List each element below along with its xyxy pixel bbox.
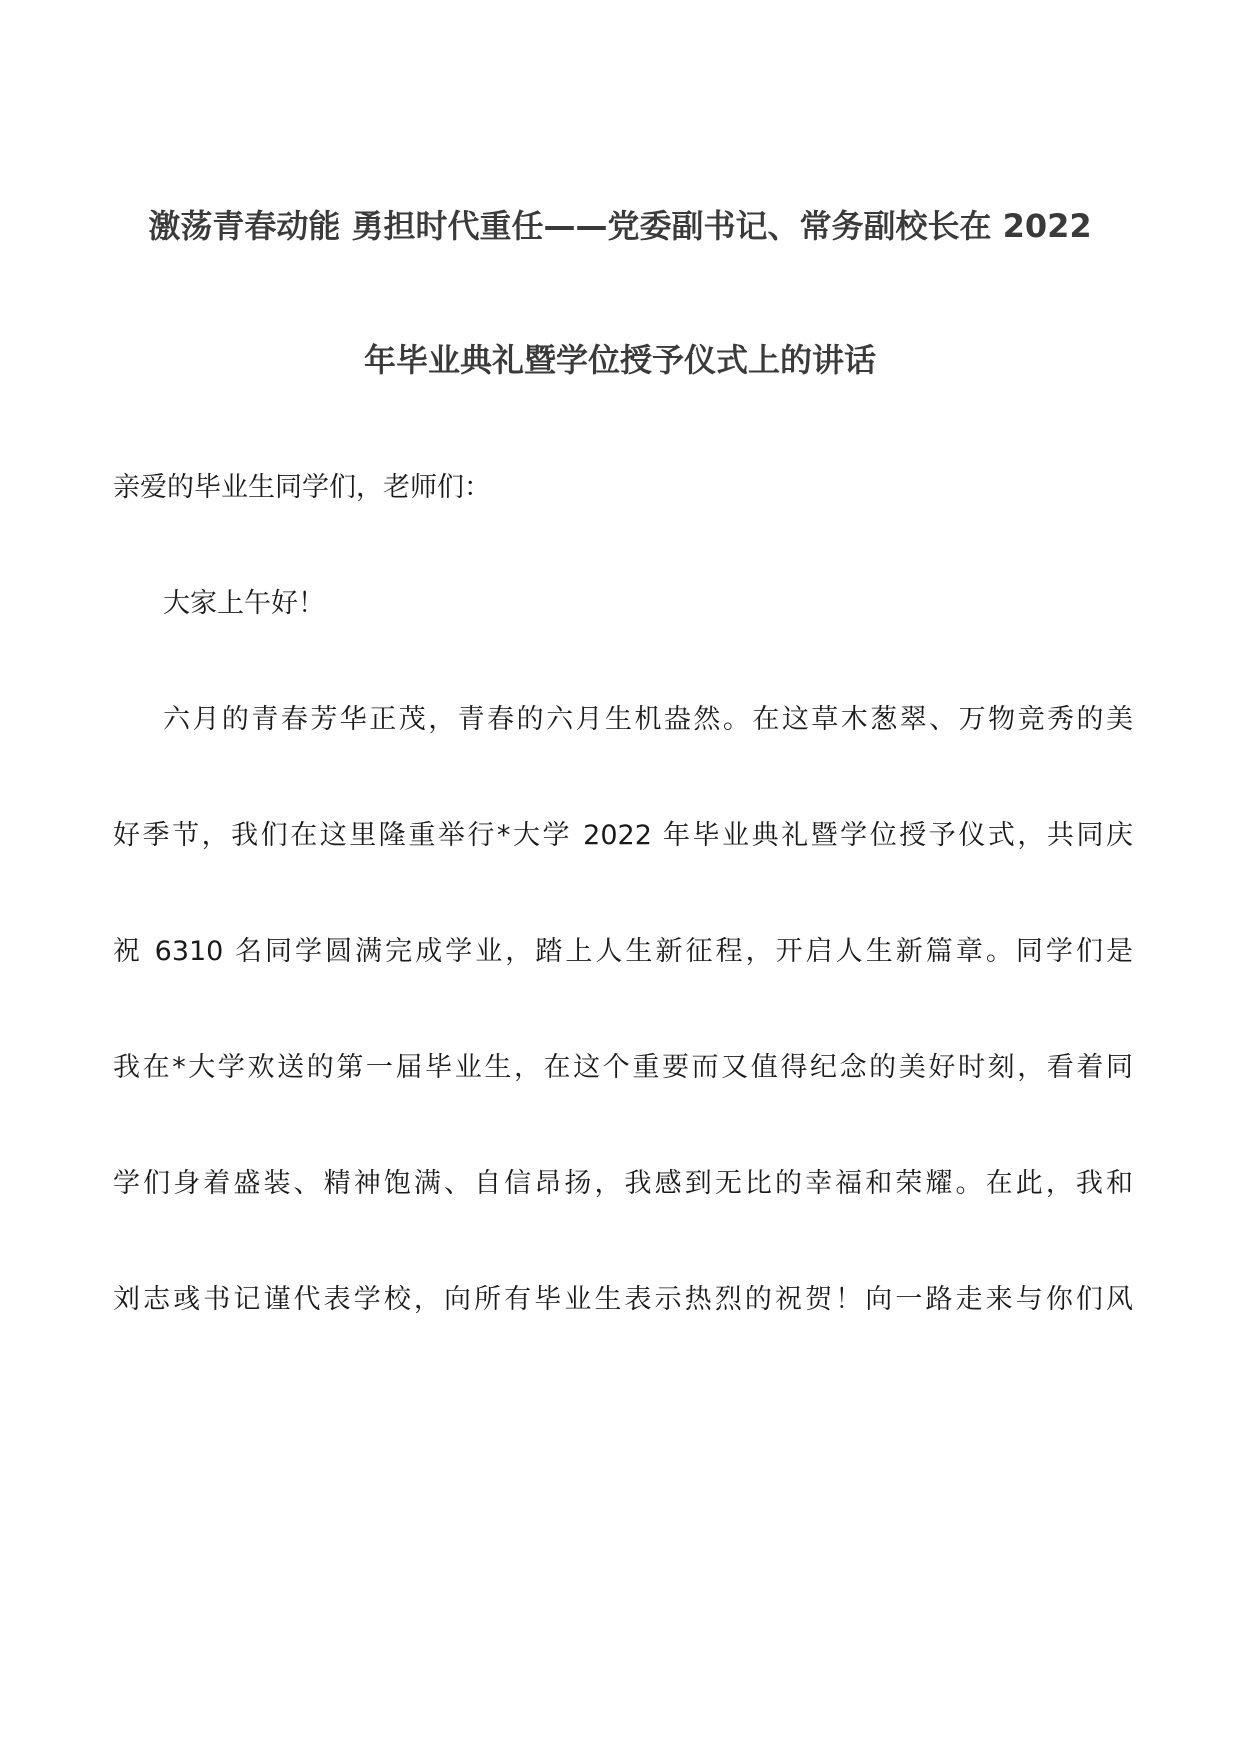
body-line: 祝 6310 名同学圆满完成学业，踏上人生新征程，开启人生新篇章。同学们是 bbox=[113, 936, 1133, 967]
greeting: 大家上午好！ bbox=[163, 588, 325, 619]
salutation: 亲爱的毕业生同学们，老师们： bbox=[113, 472, 491, 503]
body-line: 我在*大学欢送的第一届毕业生，在这个重要而又值得纪念的美好时刻，看着同 bbox=[113, 1052, 1133, 1083]
document-title-line-1: 激荡青春动能 勇担时代重任——党委副书记、常务副校长在 2022 bbox=[148, 207, 1092, 245]
body-line: 好季节，我们在这里隆重举行*大学 2022 年毕业典礼暨学位授予仪式，共同庆 bbox=[113, 820, 1133, 851]
body-line: 刘志彧书记谨代表学校，向所有毕业生表示热烈的祝贺！向一路走来与你们风 bbox=[113, 1284, 1133, 1315]
body-line: 学们身着盛装、精神饱满、自信昂扬，我感到无比的幸福和荣耀。在此，我和 bbox=[113, 1168, 1133, 1199]
body-line: 六月的青春芳华正茂，青春的六月生机盎然。在这草木葱翠、万物竞秀的美 bbox=[163, 704, 1133, 735]
document-title-line-2: 年毕业典礼暨学位授予仪式上的讲话 bbox=[363, 341, 876, 379]
